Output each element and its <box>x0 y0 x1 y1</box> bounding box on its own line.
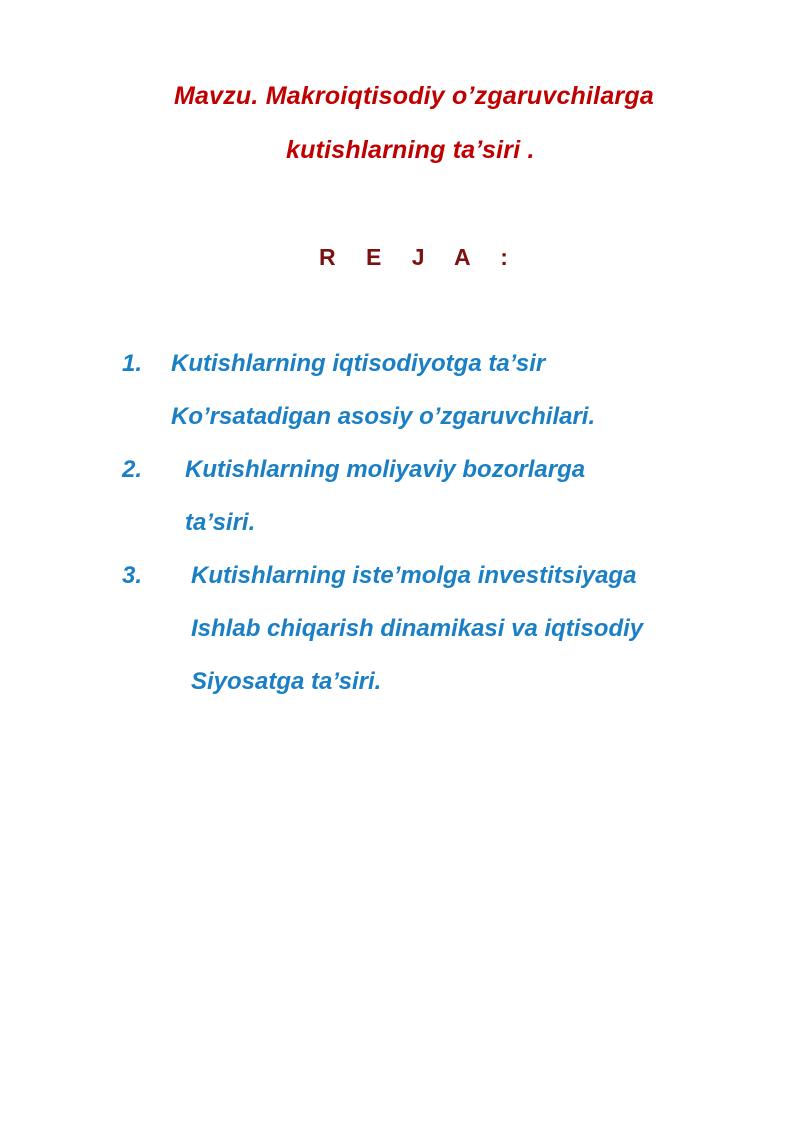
list-item-number-3: 3. <box>122 562 143 589</box>
list-item-3-line-3: Siyosatga ta’siri. <box>191 668 382 695</box>
list-item-number-2: 2. <box>122 456 143 483</box>
list-item-3-line-2: Ishlab chiqarish dinamikasi va iqtisodiy <box>191 615 644 642</box>
title-line-2: kutishlarning ta’siri . <box>286 136 535 164</box>
plan-heading: R E J A : <box>319 244 520 270</box>
list-item-2-line-1: Kutishlarning moliyaviy bozorlarga <box>185 456 586 483</box>
list-item-3-line-1: Kutishlarning iste’molga investitsiyaga <box>191 562 637 589</box>
list-item-number-1: 1. <box>122 350 143 377</box>
title-line-1: Mavzu. Makroiqtisodiy o’zgaruvchilarga <box>174 82 654 110</box>
list-item-1-line-2: Ko’rsatadigan asosiy o’zgaruvchilari. <box>171 403 596 430</box>
list-item-1-line-1: Kutishlarning iqtisodiyotga ta’sir <box>171 350 546 377</box>
list-item-2-line-2: ta’siri. <box>185 509 256 536</box>
